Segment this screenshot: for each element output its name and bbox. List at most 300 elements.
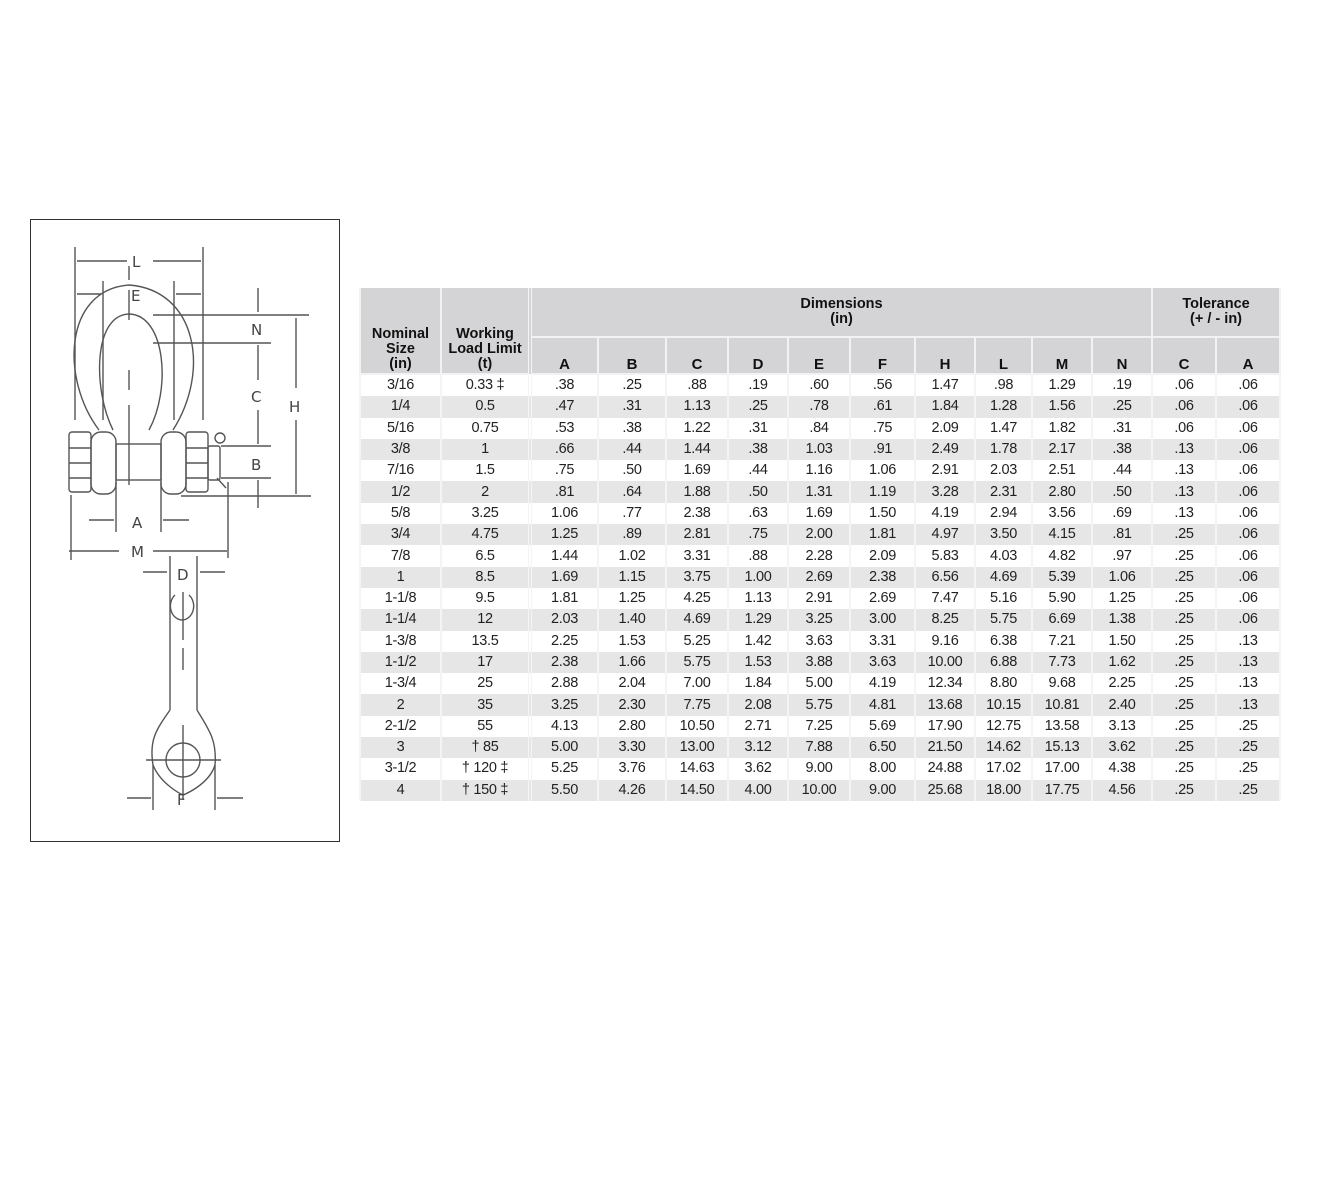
table-cell: 13.68: [915, 694, 975, 715]
table-cell: 3.76: [598, 758, 666, 779]
table-cell: 1.82: [1032, 418, 1092, 439]
table-cell: .38: [728, 439, 788, 460]
table-cell: 1.62: [1092, 652, 1152, 673]
table-cell: .06: [1216, 503, 1280, 524]
table-cell: .77: [598, 503, 666, 524]
cell-working-load-limit: 12: [441, 609, 530, 630]
table-cell: 1.53: [728, 652, 788, 673]
cell-nominal-size: 1-1/4: [360, 609, 441, 630]
cell-nominal-size: 5/8: [360, 503, 441, 524]
table-cell: 8.25: [915, 609, 975, 630]
shackle-diagram: [30, 219, 340, 842]
table-cell: 3.30: [598, 737, 666, 758]
table-cell: 9.68: [1032, 673, 1092, 694]
table-cell: 1.47: [915, 374, 975, 396]
table-cell: 4.25: [666, 588, 728, 609]
header-dim-L: L: [975, 337, 1032, 374]
cell-nominal-size: 4: [360, 780, 441, 801]
table-body: [360, 374, 1280, 801]
table-cell: 3.62: [728, 758, 788, 779]
table-cell: 18.00: [975, 780, 1032, 801]
cell-nominal-size: 1-3/4: [360, 673, 441, 694]
table-cell: .31: [598, 396, 666, 417]
cell-nominal-size: 1-3/8: [360, 631, 441, 652]
table-cell: .06: [1216, 439, 1280, 460]
table-row: [360, 524, 1280, 545]
cell-working-load-limit: 8.5: [441, 567, 530, 588]
table-cell: 2.04: [598, 673, 666, 694]
table-cell: .06: [1216, 396, 1280, 417]
table-cell: .38: [530, 374, 598, 396]
table-cell: 1.06: [850, 460, 915, 481]
table-cell: 12.75: [975, 716, 1032, 737]
table-cell: 6.56: [915, 567, 975, 588]
header-text: Size: [385, 341, 415, 357]
cell-nominal-size: 1-1/2: [360, 652, 441, 673]
table-row: [360, 758, 1280, 779]
cell-nominal-size: 3: [360, 737, 441, 758]
cell-nominal-size: 2: [360, 694, 441, 715]
table-cell: 5.75: [788, 694, 850, 715]
table-cell: 17.02: [975, 758, 1032, 779]
table-row: [360, 673, 1280, 694]
table-cell: 3.12: [728, 737, 788, 758]
header-text: (in): [830, 311, 853, 327]
table-cell: 2.40: [1092, 694, 1152, 715]
table-cell: 1.29: [728, 609, 788, 630]
table-cell: .31: [1092, 418, 1152, 439]
table-cell: 1.42: [728, 631, 788, 652]
table-cell: 13.58: [1032, 716, 1092, 737]
table-cell: 2.03: [530, 609, 598, 630]
table-cell: .75: [728, 524, 788, 545]
table-cell: 2.81: [666, 524, 728, 545]
table-cell: .25: [1152, 567, 1216, 588]
table-cell: .06: [1216, 609, 1280, 630]
table-cell: 25.68: [915, 780, 975, 801]
table-cell: .25: [728, 396, 788, 417]
table-cell: 12.34: [915, 673, 975, 694]
table-cell: .88: [666, 374, 728, 396]
table-cell: 1.06: [530, 503, 598, 524]
table-cell: 1.69: [788, 503, 850, 524]
table-cell: 8.80: [975, 673, 1032, 694]
table-cell: 5.90: [1032, 588, 1092, 609]
table-cell: 2.25: [1092, 673, 1152, 694]
table-row: [360, 418, 1280, 439]
table-cell: .06: [1152, 418, 1216, 439]
header-tolerance-group: [1152, 288, 1280, 337]
table-cell: 1.19: [850, 481, 915, 502]
table-cell: 3.00: [850, 609, 915, 630]
table-cell: 1.81: [850, 524, 915, 545]
table-cell: .19: [1092, 374, 1152, 396]
table-cell: .19: [728, 374, 788, 396]
table-cell: 5.75: [666, 652, 728, 673]
table-cell: .81: [530, 481, 598, 502]
table-cell: .13: [1152, 481, 1216, 502]
header-tol-A: A: [1216, 337, 1280, 374]
table-cell: .25: [1152, 609, 1216, 630]
table-cell: 1.25: [530, 524, 598, 545]
table-cell: 1.13: [666, 396, 728, 417]
table-cell: .44: [728, 460, 788, 481]
table-cell: 1.56: [1032, 396, 1092, 417]
table-cell: .38: [598, 418, 666, 439]
table-cell: 7.00: [666, 673, 728, 694]
cell-working-load-limit: 17: [441, 652, 530, 673]
table-cell: 3.31: [850, 631, 915, 652]
table-cell: 1.53: [598, 631, 666, 652]
table-cell: .25: [1216, 716, 1280, 737]
table-cell: .25: [1216, 758, 1280, 779]
table-cell: 10.81: [1032, 694, 1092, 715]
table-cell: 7.21: [1032, 631, 1092, 652]
table-cell: 2.00: [788, 524, 850, 545]
table-cell: 6.38: [975, 631, 1032, 652]
table-cell: .25: [1152, 631, 1216, 652]
table-cell: .13: [1152, 503, 1216, 524]
header-dimensions-group: [530, 288, 1152, 337]
table-cell: 3.56: [1032, 503, 1092, 524]
table-cell: 7.73: [1032, 652, 1092, 673]
table-cell: .56: [850, 374, 915, 396]
table-cell: .98: [975, 374, 1032, 396]
table-cell: 6.88: [975, 652, 1032, 673]
table-row: [360, 567, 1280, 588]
cell-working-load-limit: † 120 ‡: [441, 758, 530, 779]
table-cell: 10.50: [666, 716, 728, 737]
table-cell: 2.09: [850, 545, 915, 566]
table-cell: .25: [1152, 524, 1216, 545]
header-text: Tolerance: [1182, 296, 1250, 312]
dim-label-A: A: [132, 514, 143, 532]
table-cell: .25: [1092, 396, 1152, 417]
cell-working-load-limit: 3.25: [441, 503, 530, 524]
dim-label-L: L: [132, 253, 141, 271]
table-cell: .78: [788, 396, 850, 417]
table-cell: 10.00: [788, 780, 850, 801]
table-cell: 3.31: [666, 545, 728, 566]
footnote-faded: [359, 806, 1279, 814]
table-cell: 4.15: [1032, 524, 1092, 545]
table-cell: .50: [1092, 481, 1152, 502]
dim-label-F: F: [177, 791, 186, 809]
table-cell: 4.00: [728, 780, 788, 801]
table-cell: 5.39: [1032, 567, 1092, 588]
table-cell: 4.13: [530, 716, 598, 737]
table-cell: 2.51: [1032, 460, 1092, 481]
table-cell: .13: [1152, 439, 1216, 460]
table-cell: 2.09: [915, 418, 975, 439]
header-text: Dimensions: [800, 296, 883, 312]
table-cell: 1.50: [1092, 631, 1152, 652]
table-cell: .89: [598, 524, 666, 545]
table-cell: 5.83: [915, 545, 975, 566]
header-text: (t): [477, 356, 493, 372]
table-cell: 1.15: [598, 567, 666, 588]
header-dim-F: F: [850, 337, 915, 374]
cell-nominal-size: 7/16: [360, 460, 441, 481]
table-cell: 3.25: [530, 694, 598, 715]
table-cell: .91: [850, 439, 915, 460]
cell-nominal-size: 3/4: [360, 524, 441, 545]
table-cell: 1.88: [666, 481, 728, 502]
table-cell: 5.69: [850, 716, 915, 737]
cell-working-load-limit: 9.5: [441, 588, 530, 609]
header-dim-E: E: [788, 337, 850, 374]
shackle-spec-table: [359, 288, 1281, 801]
table-cell: .25: [1152, 780, 1216, 801]
cell-nominal-size: 1: [360, 567, 441, 588]
header-dim-C: C: [666, 337, 728, 374]
table-cell: 2.88: [530, 673, 598, 694]
table-cell: 1.25: [598, 588, 666, 609]
table-cell: .25: [1152, 694, 1216, 715]
table-row: [360, 652, 1280, 673]
table-cell: .53: [530, 418, 598, 439]
table-cell: 1.25: [1092, 588, 1152, 609]
dim-label-N: N: [251, 321, 263, 339]
table-row: [360, 609, 1280, 630]
table-row: [360, 439, 1280, 460]
table-cell: 9.00: [788, 758, 850, 779]
table-cell: 7.75: [666, 694, 728, 715]
table-cell: .25: [598, 374, 666, 396]
table-cell: .25: [1152, 737, 1216, 758]
table-cell: 2.69: [850, 588, 915, 609]
table-cell: .81: [1092, 524, 1152, 545]
header-dim-A: A: [530, 337, 598, 374]
table-cell: 3.63: [850, 652, 915, 673]
table-row: [360, 460, 1280, 481]
table-cell: .38: [1092, 439, 1152, 460]
table-cell: .84: [788, 418, 850, 439]
table-row: [360, 545, 1280, 566]
table-cell: 4.97: [915, 524, 975, 545]
table-cell: 2.25: [530, 631, 598, 652]
table-cell: .50: [728, 481, 788, 502]
shackle-drawing: [31, 220, 341, 843]
cell-working-load-limit: 25: [441, 673, 530, 694]
table-cell: 1.44: [666, 439, 728, 460]
table-cell: 1.40: [598, 609, 666, 630]
table-cell: 2.49: [915, 439, 975, 460]
table-cell: .63: [728, 503, 788, 524]
table-cell: .13: [1216, 631, 1280, 652]
table-cell: 1.16: [788, 460, 850, 481]
cell-nominal-size: 1/4: [360, 396, 441, 417]
table-row: [360, 716, 1280, 737]
table-cell: .25: [1216, 780, 1280, 801]
table-cell: 2.38: [530, 652, 598, 673]
cell-nominal-size: 5/16: [360, 418, 441, 439]
table-cell: 4.82: [1032, 545, 1092, 566]
table-cell: 17.75: [1032, 780, 1092, 801]
table-cell: 1.69: [666, 460, 728, 481]
table-cell: 14.50: [666, 780, 728, 801]
table-cell: 3.25: [788, 609, 850, 630]
header-text: (+ / - in): [1190, 311, 1243, 327]
table-cell: .31: [728, 418, 788, 439]
table-cell: .06: [1216, 524, 1280, 545]
table-cell: .06: [1152, 374, 1216, 396]
table-cell: 1.69: [530, 567, 598, 588]
table-cell: 1.38: [1092, 609, 1152, 630]
table-cell: .06: [1216, 545, 1280, 566]
table-cell: 24.88: [915, 758, 975, 779]
cell-working-load-limit: 4.75: [441, 524, 530, 545]
table-row: [360, 503, 1280, 524]
table-cell: 1.81: [530, 588, 598, 609]
table-cell: 1.84: [728, 673, 788, 694]
table-cell: 5.50: [530, 780, 598, 801]
table-cell: .06: [1152, 396, 1216, 417]
table-cell: 4.19: [915, 503, 975, 524]
table-cell: 2.31: [975, 481, 1032, 502]
table-cell: 5.25: [666, 631, 728, 652]
table-cell: .50: [598, 460, 666, 481]
table-cell: .13: [1216, 673, 1280, 694]
table-cell: .13: [1216, 694, 1280, 715]
table-cell: .25: [1152, 545, 1216, 566]
table-cell: .06: [1216, 588, 1280, 609]
table-cell: 15.13: [1032, 737, 1092, 758]
table-cell: .25: [1216, 737, 1280, 758]
table-cell: .47: [530, 396, 598, 417]
table-cell: 5.00: [788, 673, 850, 694]
header-dim-H: H: [915, 337, 975, 374]
table-cell: 4.69: [975, 567, 1032, 588]
table-cell: 7.25: [788, 716, 850, 737]
cell-working-load-limit: 0.75: [441, 418, 530, 439]
table-row: [360, 737, 1280, 758]
cell-working-load-limit: 0.33 ‡: [441, 374, 530, 396]
table-cell: 2.17: [1032, 439, 1092, 460]
table-cell: 1.00: [728, 567, 788, 588]
dim-label-D: D: [177, 566, 189, 584]
cell-working-load-limit: 35: [441, 694, 530, 715]
cell-working-load-limit: 13.5: [441, 631, 530, 652]
table-cell: 1.02: [598, 545, 666, 566]
table-cell: .44: [598, 439, 666, 460]
table-cell: .06: [1216, 460, 1280, 481]
table-row: [360, 588, 1280, 609]
table-cell: 10.15: [975, 694, 1032, 715]
table-cell: 1.28: [975, 396, 1032, 417]
table-cell: 2.94: [975, 503, 1032, 524]
table-cell: .60: [788, 374, 850, 396]
header-dim-D: D: [728, 337, 788, 374]
table-cell: 3.13: [1092, 716, 1152, 737]
table-cell: .75: [850, 418, 915, 439]
table-cell: 7.88: [788, 737, 850, 758]
cell-nominal-size: 3/16: [360, 374, 441, 396]
table-cell: 4.19: [850, 673, 915, 694]
table-cell: .06: [1216, 418, 1280, 439]
table-cell: .44: [1092, 460, 1152, 481]
table-cell: 4.56: [1092, 780, 1152, 801]
table-cell: .25: [1152, 588, 1216, 609]
table-cell: 4.03: [975, 545, 1032, 566]
table-cell: 2.38: [666, 503, 728, 524]
header-nominal-size: [360, 288, 441, 374]
cell-working-load-limit: † 150 ‡: [441, 780, 530, 801]
cell-working-load-limit: 55: [441, 716, 530, 737]
table-cell: 2.08: [728, 694, 788, 715]
table-cell: 1.47: [975, 418, 1032, 439]
header-text: (in): [389, 356, 412, 372]
table-cell: 2.38: [850, 567, 915, 588]
table-cell: .64: [598, 481, 666, 502]
table-row: [360, 694, 1280, 715]
header-tol-C: C: [1152, 337, 1216, 374]
cell-nominal-size: 3-1/2: [360, 758, 441, 779]
table-cell: 4.81: [850, 694, 915, 715]
table-cell: 17.00: [1032, 758, 1092, 779]
table-cell: 14.63: [666, 758, 728, 779]
cell-nominal-size: 1-1/8: [360, 588, 441, 609]
cell-nominal-size: 7/8: [360, 545, 441, 566]
cell-working-load-limit: 2: [441, 481, 530, 502]
table-cell: 1.13: [728, 588, 788, 609]
table-cell: 2.91: [915, 460, 975, 481]
table-cell: .06: [1216, 567, 1280, 588]
table-cell: 17.90: [915, 716, 975, 737]
dim-label-E: E: [131, 287, 141, 305]
table-cell: .97: [1092, 545, 1152, 566]
table-cell: 5.75: [975, 609, 1032, 630]
table-cell: .88: [728, 545, 788, 566]
table-row: [360, 481, 1280, 502]
cell-working-load-limit: 1.5: [441, 460, 530, 481]
table-cell: 1.06: [1092, 567, 1152, 588]
cell-nominal-size: 1/2: [360, 481, 441, 502]
header-text: Working: [456, 326, 514, 342]
table-cell: 1.22: [666, 418, 728, 439]
cell-working-load-limit: † 85: [441, 737, 530, 758]
table-cell: 3.88: [788, 652, 850, 673]
table-cell: 2.91: [788, 588, 850, 609]
cell-working-load-limit: 6.5: [441, 545, 530, 566]
table-cell: .61: [850, 396, 915, 417]
table-cell: 2.03: [975, 460, 1032, 481]
table-cell: 4.38: [1092, 758, 1152, 779]
table-cell: 1.44: [530, 545, 598, 566]
table-cell: .25: [1152, 758, 1216, 779]
table-cell: .25: [1152, 716, 1216, 737]
table-cell: 1.03: [788, 439, 850, 460]
table-cell: 3.50: [975, 524, 1032, 545]
header-dim-M: M: [1032, 337, 1092, 374]
table-cell: 9.00: [850, 780, 915, 801]
table-cell: 10.00: [915, 652, 975, 673]
table-cell: 1.31: [788, 481, 850, 502]
table-cell: 2.80: [598, 716, 666, 737]
table-cell: 2.80: [1032, 481, 1092, 502]
table-cell: 5.00: [530, 737, 598, 758]
table-cell: .13: [1152, 460, 1216, 481]
table-cell: 1.50: [850, 503, 915, 524]
table-cell: 1.29: [1032, 374, 1092, 396]
table-cell: 4.26: [598, 780, 666, 801]
table-cell: .13: [1216, 652, 1280, 673]
table-cell: 2.71: [728, 716, 788, 737]
table-cell: .25: [1152, 673, 1216, 694]
table-cell: 9.16: [915, 631, 975, 652]
table-cell: 2.28: [788, 545, 850, 566]
dim-label-H: H: [289, 398, 301, 416]
